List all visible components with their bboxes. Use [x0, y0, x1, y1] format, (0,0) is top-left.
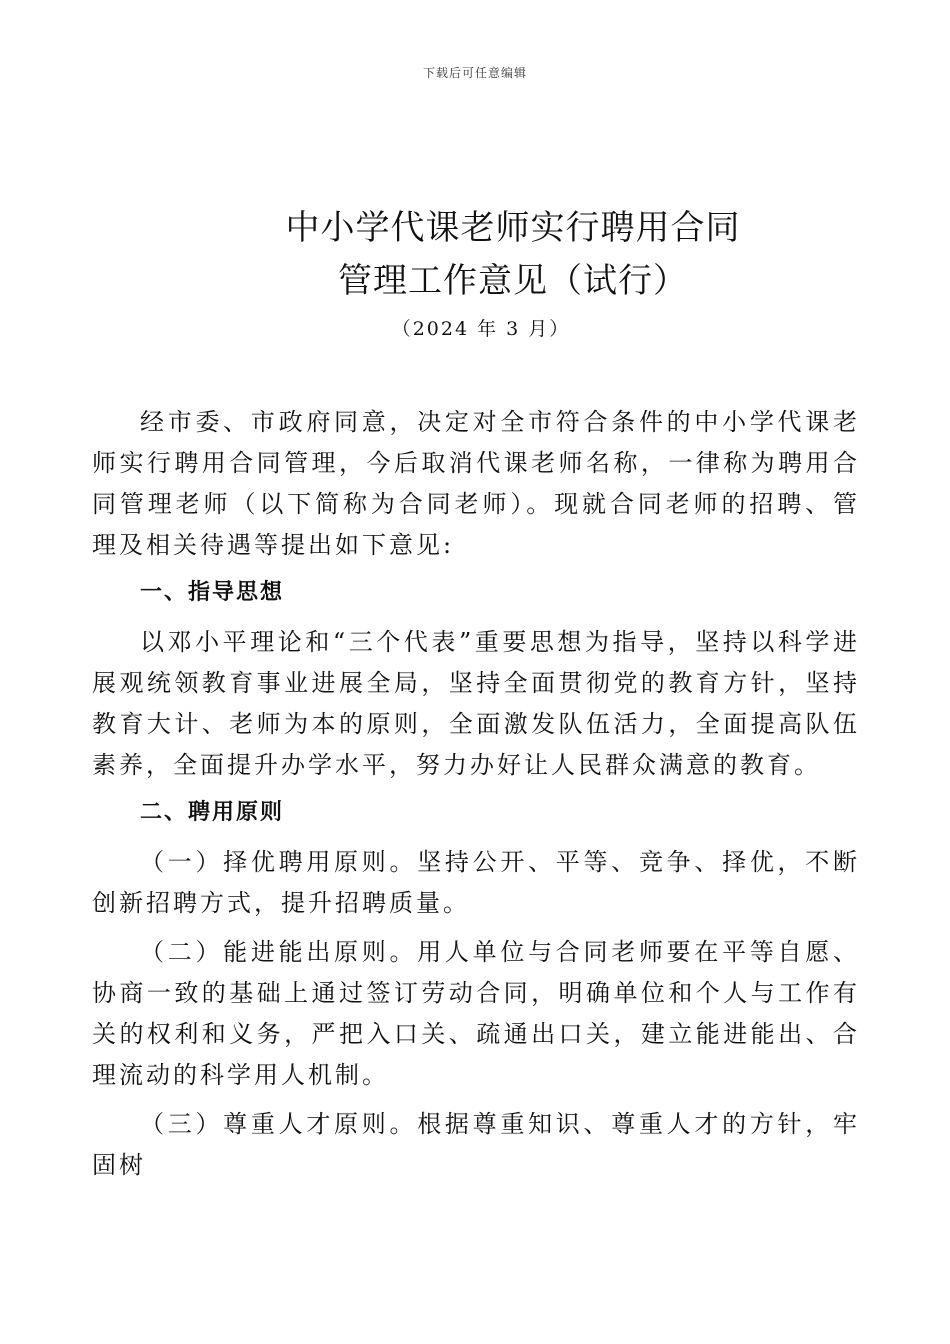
document-body [92, 402, 860, 1194]
principle-flexibility-paragraph: （二）能进能出原则。用人单位与合同老师要在平等自愿、协商一致的基础上通过签订劳动合同，明确单位和个人与工作有关的权利和义务，严把入口关、疏通出口关，建立能进能出、合理流动的科学用人机制。 [92, 938, 860, 1089]
header-note: 下载后可任意编辑 [422, 66, 527, 80]
principle-merit-paragraph: （一）择优聘用原则。坚持公开、平等、竞争、择优，不断创新招聘方式，提升招聘质量。 [92, 848, 860, 917]
section-heading-hiring-principles: 二、聘用原则 [140, 800, 285, 825]
guiding-ideology-paragraph: 以邓小平理论和“三个代表”重要思想为指导，坚持以科学进展观统领教育事业进展全局，坚持全面贯彻党的教育方针，坚持教育大计、老师为本的原则，全面激发队伍活力，全面提高队伍素养，全面提升办学水平，努力办好让人民群众满意的教育。 [92, 628, 860, 779]
section-heading-guiding-ideology: 一、指导思想 [140, 580, 285, 605]
document-date: （2024 年 3 月） [391, 318, 571, 340]
document-title-line2: 管理工作意见（试行） [338, 261, 688, 301]
principle-talent-paragraph: （三）尊重人才原则。根据尊重知识、尊重人才的方针，牢固树 [92, 1110, 860, 1179]
intro-paragraph: 经市委、市政府同意，决定对全市符合条件的中小学代课老师实行聘用合同管理，今后取消代课老师名称，一律称为聘用合同管理老师（以下简称为合同老师）。现就合同老师的招聘、管理及相关待遇等提出如下意见: [92, 408, 860, 559]
document-title-line1: 中小学代课老师实行聘用合同 [285, 208, 741, 248]
